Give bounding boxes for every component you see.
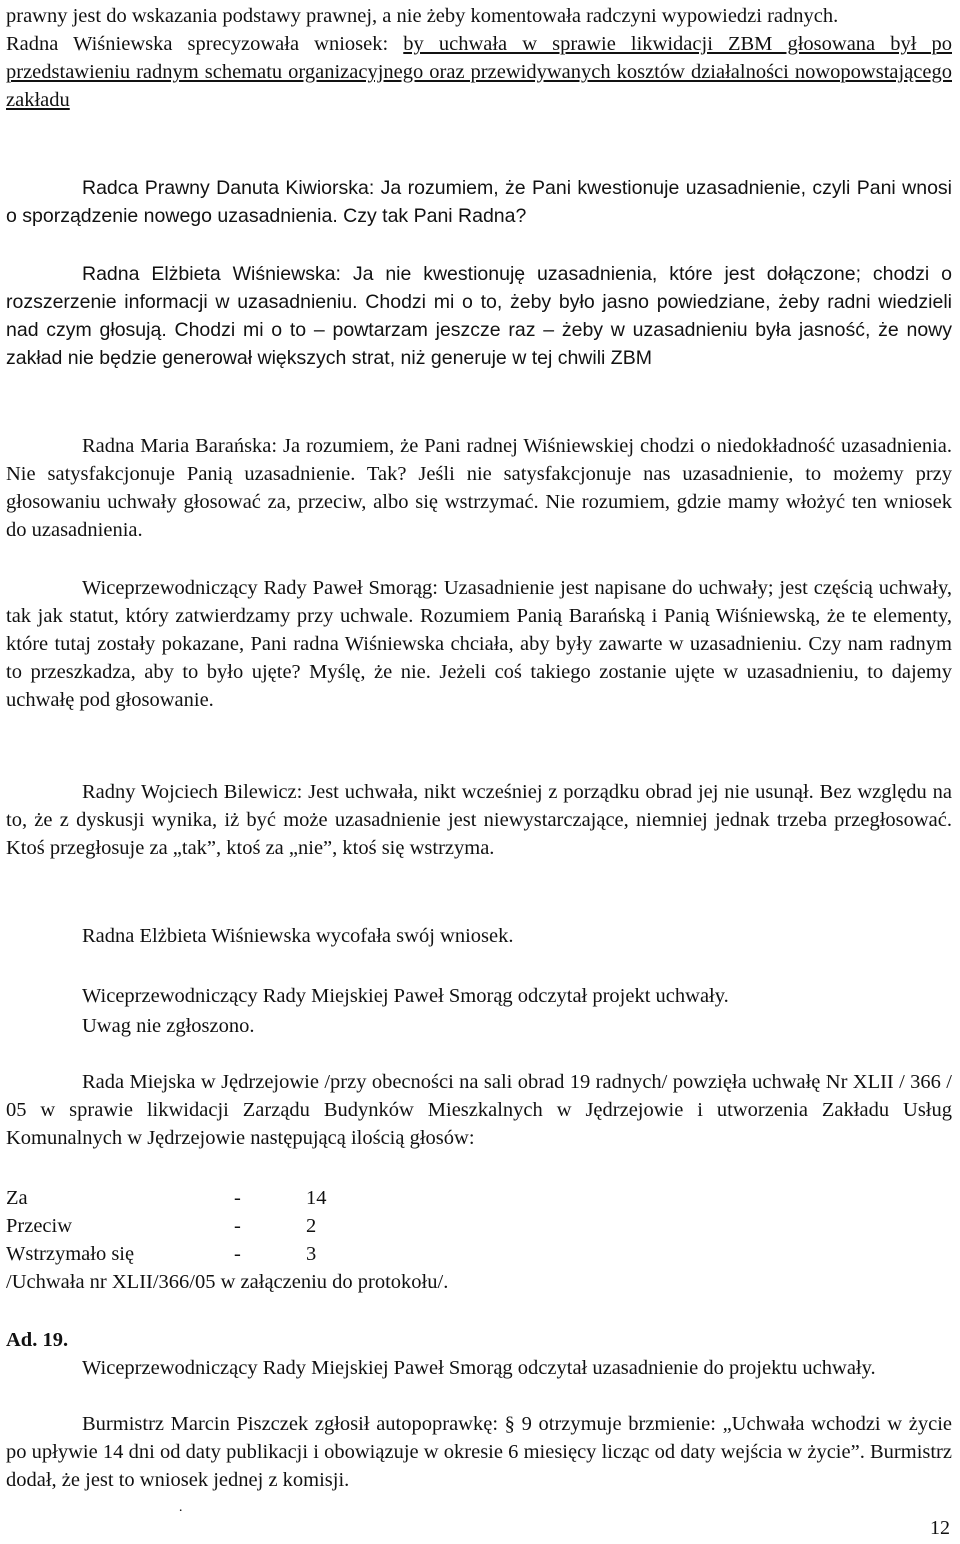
stray-mark: ˙ xyxy=(178,1507,184,1524)
paragraph-top xyxy=(6,2,952,114)
vote-dash: - xyxy=(234,1243,241,1265)
paragraph-project-read: Wiceprzewodniczący Rady Miejskiej Paweł Smorąg odczytał projekt uchwały. xyxy=(82,985,729,1007)
paragraph-top-speaker: Radna Wiśniewska sprecyzowała wniosek: xyxy=(6,33,404,55)
vote-label: Za xyxy=(6,1187,28,1209)
paragraph-no-remarks: Uwag nie zgłoszono. xyxy=(82,1015,255,1037)
vote-count: 2 xyxy=(306,1215,317,1237)
section-heading: Ad. 19. xyxy=(6,1329,69,1351)
paragraph-wisniewska: Radna Elżbieta Wiśniewska: Ja nie kwestionuję uzasadnienia, które jest dołączone; chodzi o rozszerzenie informacji w uzasadnieniu. Chodzi mi o to, żeby było jasno powiedziane, żeby radni wiedzieli nad czym głosują. Chodzi mi o to – powtarzam jeszcze raz – żeby w uzasadnieniu była jasność, że nowy zakład nie będzie generował większych strat, niż generuje w tej chwili ZBM xyxy=(6,263,952,369)
vote-count: 14 xyxy=(306,1187,327,1209)
paragraph-bilewicz: Radny Wojciech Bilewicz: Jest uchwała, nikt wcześniej z porządku obrad jej nie usunął. Bez względu na to, że z dyskusji wynika, iż być może uzasadnienie jest niewystarczające, niemniej jednak trzeba przegłosować. Ktoś przegłosuje za „tak”, ktoś za „nie”, ktoś się wstrzyma. xyxy=(6,781,952,859)
paragraph-mayor-amendment: Burmistrz Marcin Piszczek zgłosił autopoprawkę: § 9 otrzymuje brzmienie: „Uchwała wchodzi w życie po upływie 14 dni od daty publikacji i obowiązuje w okresie 6 miesięcy licząc od daty wejścia w życie”. Burmistrz dodał, że jest to wniosek jednej z komisji. xyxy=(6,1413,952,1491)
page-number: 12 xyxy=(930,1517,950,1539)
paragraph-resolution: Rada Miejska w Jędrzejowie /przy obecności na sali obrad 19 radnych/ powzięła uchwałę Nr XLII / 366 / 05 w sprawie likwidacji Zarządu Budynków Mieszkalnych w Jędrzejowie i utworzenia Zakładu Usług Komunalnych w Jędrzejowie następującą ilością głosów: xyxy=(6,1071,952,1149)
vote-count: 3 xyxy=(306,1243,317,1265)
paragraph-smorag: Wiceprzewodniczący Rady Paweł Smorąg: Uzasadnienie jest napisane do uchwały; jest częścią uchwały, tak jak statut, który zatwierdzamy przy uchwale. Rozumiem Panią Barańską i Panią Wiśniewską, że te elementy, które tutaj zostały pokazane, Pani radna Wiśniewska chciała, aby były zawarte w uzasadnieniu. Czy nam radnym to przeszkadza, aby to było ujęte? Myślę, że nie. Jeżeli coś takiego zostanie ujęte w uzasadnieniu, to dajemy uchwałę pod głosowanie. xyxy=(6,577,952,711)
paragraph-top-line: prawny jest do wskazania podstawy prawnej, a nie żeby komentowała radczyni wypowiedzi radnych. xyxy=(6,5,839,27)
paragraph-legal-adviser: Radca Prawny Danuta Kiwiorska: Ja rozumiem, że Pani kwestionuje uzasadnienie, czyli Pani wnosi o sporządzenie nowego uzasadnienia. Czy tak Pani Radna? xyxy=(6,177,952,227)
paragraph-justification-read: Wiceprzewodniczący Rady Miejskiej Paweł Smorąg odczytał uzasadnienie do projektu uchwały. xyxy=(82,1357,876,1379)
paragraph-withdrawal: Radna Elżbieta Wiśniewska wycofała swój wniosek. xyxy=(82,925,514,947)
vote-dash: - xyxy=(234,1215,241,1237)
underlined-motion: by uchwała w sprawie likwidacji ZBM głosowana był po przedstawieniu radnym schematu organizacyjnego oraz przewidywanych kosztów działalności nowopowstającego zakładu xyxy=(6,33,952,111)
vote-label: Przeciw xyxy=(6,1215,73,1237)
attachment-note: /Uchwała nr XLII/366/05 w załączeniu do protokołu/. xyxy=(6,1271,449,1293)
vote-label: Wstrzymało się xyxy=(6,1243,135,1265)
paragraph-baranska: Radna Maria Barańska: Ja rozumiem, że Pani radnej Wiśniewskiej chodzi o niedokładność uzasadnienia. Nie satysfakcjonuje Panią uzasadnienie. Tak? Jeśli nie satysfakcjonuje nas uzasadnienie, to możemy przy głosowaniu uchwały głosować za, przeciw, albo się wstrzymać. Nie rozumiem, gdzie mamy włożyć ten wniosek do uzasadnienia. xyxy=(6,435,952,541)
vote-dash: - xyxy=(234,1187,241,1209)
